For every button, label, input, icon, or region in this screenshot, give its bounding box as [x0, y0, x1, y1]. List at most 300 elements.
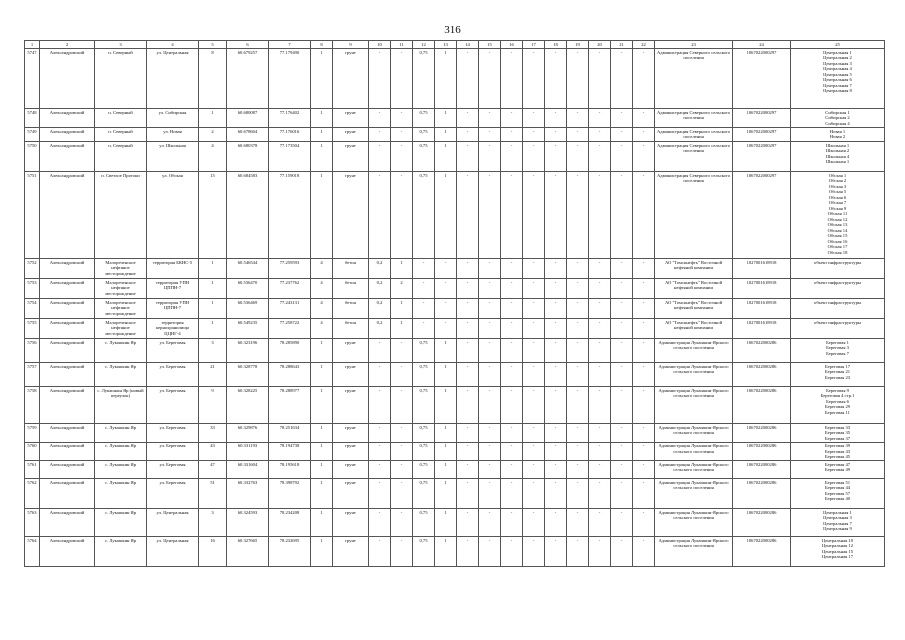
table-cell: 0,2: [369, 299, 391, 319]
table-cell: -: [611, 509, 633, 537]
table-cell: -: [369, 109, 391, 128]
table-cell: 60.328225: [227, 387, 269, 424]
table-cell: грунт: [333, 461, 369, 479]
table-cell: 21: [199, 363, 227, 387]
table-cell: 0,75: [413, 339, 435, 363]
table-cell: -: [611, 259, 633, 279]
table-cell: Александровский: [40, 537, 95, 567]
table-cell: 4: [311, 319, 333, 339]
table-cell: АО "Томскнефть" Восточной нефтяной компании: [655, 319, 733, 339]
table-cell: ул. Обская: [147, 172, 199, 259]
table-cell: -: [633, 442, 655, 461]
table-cell: грунт: [333, 479, 369, 509]
table-row: [25, 142, 885, 172]
table-cell: Александровский: [40, 172, 95, 259]
table-cell: 1027001618918: [733, 319, 791, 339]
table-cell: -: [633, 128, 655, 142]
table-cell: территория кернохранилища ЦЦНГ-4: [147, 319, 199, 339]
column-header: 22: [633, 41, 655, 49]
table-cell: 0,75: [413, 479, 435, 509]
table-cell: 0,75: [413, 424, 435, 443]
table-cell: ул. Сибирская: [147, 109, 199, 128]
table-cell: ул. Центральная: [147, 537, 199, 567]
table-cell: -: [523, 279, 545, 299]
table-cell: -: [501, 299, 523, 319]
table-cell: 5753: [25, 279, 40, 299]
table-cell: 77.159018: [269, 172, 311, 259]
table-row: [25, 259, 885, 279]
table-cell: 5760: [25, 442, 40, 461]
table-cell: -: [479, 279, 501, 299]
table-cell: Центральная 1 Центральная 3 Центральная 7 Центральная 9: [791, 509, 885, 537]
table-cell: Администрация Северного сельского поселения: [655, 49, 733, 109]
table-cell: территория БКНС-5: [147, 259, 199, 279]
table-cell: 1: [199, 319, 227, 339]
table-cell: 77.259593: [269, 259, 311, 279]
table-cell: Новая 1 Новая 2: [791, 128, 885, 142]
table-cell: -: [501, 49, 523, 109]
column-header: 11: [391, 41, 413, 49]
table-cell: -: [545, 387, 567, 424]
table-cell: 1067022000286: [733, 424, 791, 443]
table-cell: 78.288977: [269, 387, 311, 424]
column-header: 12: [413, 41, 435, 49]
table-cell: 4: [311, 299, 333, 319]
table-cell: -: [633, 363, 655, 387]
table-cell: 5764: [25, 537, 40, 567]
table-cell: -: [369, 537, 391, 567]
table-cell: 2: [199, 128, 227, 142]
table-cell: -: [457, 387, 479, 424]
table-cell: 5763: [25, 509, 40, 537]
table-cell: -: [523, 442, 545, 461]
table-cell: -: [479, 537, 501, 567]
table-cell: АО "Томскнефть" Восточной нефтяной компании: [655, 279, 733, 299]
table-cell: 1: [435, 128, 457, 142]
table-cell: 1: [311, 387, 333, 424]
table-cell: грунт: [333, 109, 369, 128]
table-cell: 5750: [25, 142, 40, 172]
table-cell: 4: [311, 259, 333, 279]
table-cell: 77.176016: [269, 128, 311, 142]
table-cell: ул. Новая: [147, 128, 199, 142]
table-cell: Александровский: [40, 49, 95, 109]
table-cell: -: [589, 461, 611, 479]
table-cell: 1067022000297: [733, 142, 791, 172]
table-cell: -: [457, 424, 479, 443]
table-cell: -: [501, 363, 523, 387]
table-cell: -: [633, 479, 655, 509]
table-cell: -: [479, 299, 501, 319]
table-cell: -: [479, 363, 501, 387]
table-cell: с. Лукашкин Яр: [95, 509, 147, 537]
table-cell: Администрация Лукашкин-Ярского сельского поселения: [655, 424, 733, 443]
table-cell: Сибирская 1 Сибирская 2 Сибирская 4: [791, 109, 885, 128]
table-cell: 0,2: [369, 259, 391, 279]
table-cell: Береговая 47 Береговая 49: [791, 461, 885, 479]
table-cell: -: [391, 128, 413, 142]
table-cell: Береговая 1 Береговая 3 Береговая 7: [791, 339, 885, 363]
table-cell: -: [545, 442, 567, 461]
table-cell: -: [391, 461, 413, 479]
table-cell: -: [523, 424, 545, 443]
table-cell: 77.237762: [269, 279, 311, 299]
table-cell: -: [633, 259, 655, 279]
table-cell: 1: [311, 172, 333, 259]
table-cell: Александровский: [40, 442, 95, 461]
table-cell: -: [567, 259, 589, 279]
table-cell: п. Северный: [95, 49, 147, 109]
table-cell: -: [611, 363, 633, 387]
table-cell: 1067022000297: [733, 49, 791, 109]
table-cell: 1067022000286: [733, 442, 791, 461]
table-cell: -: [567, 172, 589, 259]
table-cell: -: [633, 339, 655, 363]
table-cell: Александровский: [40, 109, 95, 128]
table-cell: -: [567, 109, 589, 128]
table-cell: грунт: [333, 363, 369, 387]
table-cell: бетон: [333, 279, 369, 299]
table-cell: -: [501, 424, 523, 443]
table-cell: -: [391, 537, 413, 567]
table-cell: 1: [199, 279, 227, 299]
table-cell: 60.328778: [227, 363, 269, 387]
table-cell: ул. Береговая: [147, 363, 199, 387]
table-cell: 1: [311, 128, 333, 142]
table-cell: 60.323196: [227, 339, 269, 363]
table-cell: -: [413, 319, 435, 339]
table-cell: 2: [391, 279, 413, 299]
table-cell: бетон: [333, 259, 369, 279]
table-cell: -: [523, 142, 545, 172]
table-cell: 9: [199, 387, 227, 424]
table-cell: Александровский: [40, 509, 95, 537]
table-cell: -: [611, 172, 633, 259]
table-cell: -: [369, 387, 391, 424]
table-cell: 1: [311, 424, 333, 443]
table-cell: 60.331193: [227, 442, 269, 461]
table-cell: 77.243131: [269, 299, 311, 319]
table-cell: 1027001618918: [733, 259, 791, 279]
table-cell: Александровский: [40, 142, 95, 172]
table-cell: 1: [435, 509, 457, 537]
table-cell: 1: [435, 461, 457, 479]
table-cell: -: [369, 172, 391, 259]
table-cell: 60.678604: [227, 128, 269, 142]
table-cell: 16: [199, 537, 227, 567]
table-cell: 1067022000297: [733, 128, 791, 142]
table-cell: грунт: [333, 172, 369, 259]
table-cell: -: [633, 109, 655, 128]
column-header: 16: [501, 41, 523, 49]
table-cell: 1: [435, 387, 457, 424]
table-cell: -: [523, 319, 545, 339]
table-cell: -: [457, 128, 479, 142]
table-cell: -: [545, 509, 567, 537]
table-cell: -: [589, 109, 611, 128]
table-cell: п. Светлое Протоки: [95, 172, 147, 259]
table-row: [25, 299, 885, 319]
table-cell: 1067022000286: [733, 363, 791, 387]
table-cell: 1: [311, 479, 333, 509]
table-cell: -: [545, 537, 567, 567]
table-cell: с. Лукашкин Яр: [95, 442, 147, 461]
table-row: [25, 279, 885, 299]
table-cell: Малореченское нефтяное месторождение: [95, 279, 147, 299]
table-cell: 1: [435, 479, 457, 509]
table-cell: 1: [435, 424, 457, 443]
table-cell: -: [611, 128, 633, 142]
table-cell: -: [523, 49, 545, 109]
table-cell: 4: [199, 142, 227, 172]
table-cell: -: [501, 387, 523, 424]
table-cell: 1: [311, 109, 333, 128]
table-cell: Малореченское нефтяное месторождение: [95, 299, 147, 319]
table-cell: 1067022000297: [733, 109, 791, 128]
table-row: [25, 387, 885, 424]
table-cell: 0,2: [369, 319, 391, 339]
table-cell: грунт: [333, 537, 369, 567]
table-cell: -: [369, 128, 391, 142]
table-cell: -: [435, 299, 457, 319]
table-cell: -: [457, 461, 479, 479]
table-cell: -: [633, 279, 655, 299]
table-cell: 5749: [25, 128, 40, 142]
table-cell: -: [633, 49, 655, 109]
table-cell: 5754: [25, 299, 40, 319]
column-header: 23: [655, 41, 733, 49]
table-cell: Администрация Лукашкин-Ярского сельского поселения: [655, 339, 733, 363]
table-cell: -: [589, 279, 611, 299]
table-cell: ул. Центральная: [147, 509, 199, 537]
table-cell: -: [567, 509, 589, 537]
table-cell: -: [633, 299, 655, 319]
table-cell: -: [435, 279, 457, 299]
column-header: 10: [369, 41, 391, 49]
table-cell: -: [501, 142, 523, 172]
table-cell: -: [633, 461, 655, 479]
table-cell: грунт: [333, 509, 369, 537]
table-cell: Центральная 10 Центральная 12 Центральная 15 Центральная 17: [791, 537, 885, 567]
table-cell: ул. Береговая: [147, 424, 199, 443]
table-cell: Александровский: [40, 279, 95, 299]
table-cell: -: [523, 387, 545, 424]
table-cell: 0,75: [413, 537, 435, 567]
table-cell: грунт: [333, 128, 369, 142]
registry-table: [24, 40, 885, 567]
table-cell: 15: [199, 172, 227, 259]
table-row: [25, 442, 885, 461]
table-cell: АО "Томскнефть" Восточной нефтяной компании: [655, 259, 733, 279]
table-cell: 5757: [25, 363, 40, 387]
table-cell: 5755: [25, 319, 40, 339]
table-cell: -: [589, 363, 611, 387]
table-cell: -: [501, 279, 523, 299]
table-cell: 0,75: [413, 109, 435, 128]
column-header: 15: [479, 41, 501, 49]
table-row: [25, 537, 885, 567]
table-cell: 1: [311, 49, 333, 109]
table-cell: 78.398792: [269, 479, 311, 509]
table-cell: грунт: [333, 49, 369, 109]
table-cell: Администрация Лукашкин-Ярского сельского поселения: [655, 479, 733, 509]
table-cell: 0,75: [413, 461, 435, 479]
table-cell: 1: [435, 442, 457, 461]
table-cell: -: [611, 319, 633, 339]
column-header: 5: [199, 41, 227, 49]
table-cell: Администрация Лукашкин-Ярского сельского поселения: [655, 387, 733, 424]
table-cell: -: [479, 259, 501, 279]
table-cell: -: [545, 49, 567, 109]
table-cell: -: [457, 319, 479, 339]
table-cell: 5756: [25, 339, 40, 363]
table-cell: 60.546544: [227, 259, 269, 279]
table-cell: -: [567, 128, 589, 142]
table-cell: 1: [435, 142, 457, 172]
table-cell: 60.680378: [227, 142, 269, 172]
table-cell: 77.258722: [269, 319, 311, 339]
table-cell: с. Лукашкин Яр: [95, 424, 147, 443]
table-cell: -: [567, 49, 589, 109]
table-cell: 1067022000297: [733, 172, 791, 259]
table-cell: -: [567, 299, 589, 319]
table-cell: -: [479, 461, 501, 479]
table-cell: -: [633, 387, 655, 424]
table-cell: Береговая 51 Береговая 44 Береговая 57 Береговая 40: [791, 479, 885, 509]
table-cell: объект инфраструктуры: [791, 319, 885, 339]
table-cell: 78.232695: [269, 537, 311, 567]
table-cell: -: [457, 259, 479, 279]
table-cell: 1067022000286: [733, 479, 791, 509]
table-cell: Береговая 17 Береговая 21 Береговая 23: [791, 363, 885, 387]
table-cell: 78.195618: [269, 461, 311, 479]
table-cell: -: [523, 509, 545, 537]
column-header: 9: [333, 41, 369, 49]
table-cell: 1: [391, 259, 413, 279]
table-cell: -: [567, 363, 589, 387]
table-row: [25, 363, 885, 387]
table-cell: 78.194738: [269, 442, 311, 461]
table-cell: -: [391, 442, 413, 461]
table-cell: 43: [199, 442, 227, 461]
table-cell: -: [611, 424, 633, 443]
table-cell: -: [523, 339, 545, 363]
table-cell: -: [567, 442, 589, 461]
table-cell: -: [589, 424, 611, 443]
table-cell: -: [391, 509, 413, 537]
table-cell: Администрация Северного сельского поселения: [655, 128, 733, 142]
table-cell: 60.332763: [227, 479, 269, 509]
table-cell: Береговая 9 Береговая 4 стр.1 Береговая 6 Береговая 29 Береговая 11: [791, 387, 885, 424]
table-cell: -: [589, 49, 611, 109]
table-cell: -: [479, 509, 501, 537]
table-cell: -: [457, 509, 479, 537]
table-cell: 5752: [25, 259, 40, 279]
table-cell: ул. Береговая: [147, 387, 199, 424]
table-cell: -: [589, 319, 611, 339]
table-cell: 1027001618918: [733, 299, 791, 319]
table-row: [25, 461, 885, 479]
table-cell: -: [589, 142, 611, 172]
table-cell: бетон: [333, 299, 369, 319]
table-cell: -: [545, 363, 567, 387]
table-cell: -: [567, 424, 589, 443]
table-cell: с. Лукашкин Яр: [95, 363, 147, 387]
table-cell: -: [369, 49, 391, 109]
table-cell: 1067022000286: [733, 537, 791, 567]
table-cell: -: [457, 109, 479, 128]
table-cell: -: [567, 279, 589, 299]
table-cell: 1: [311, 339, 333, 363]
table-cell: -: [545, 172, 567, 259]
table-cell: Администрация Лукашкин-Ярского сельского поселения: [655, 461, 733, 479]
table-cell: с. Лукашкин Яр: [95, 339, 147, 363]
table-cell: -: [501, 172, 523, 259]
table-cell: территория УПН ЦППН-7: [147, 299, 199, 319]
header-row: [25, 41, 885, 49]
table-cell: ул. Береговая: [147, 339, 199, 363]
table-cell: 78.288643: [269, 363, 311, 387]
table-cell: -: [589, 537, 611, 567]
table-cell: 0,75: [413, 363, 435, 387]
table-cell: 0,75: [413, 509, 435, 537]
table-cell: -: [567, 319, 589, 339]
table-cell: 1: [311, 509, 333, 537]
table-cell: 1: [311, 537, 333, 567]
table-cell: -: [413, 259, 435, 279]
table-cell: объект инфраструктуры: [791, 299, 885, 319]
table-cell: -: [545, 319, 567, 339]
table-row: [25, 49, 885, 109]
table-cell: 77.179490: [269, 49, 311, 109]
table-cell: 0,75: [413, 142, 435, 172]
table-cell: 60.324593: [227, 509, 269, 537]
table-cell: 1: [435, 339, 457, 363]
table-cell: -: [589, 387, 611, 424]
table-cell: -: [545, 142, 567, 172]
table-cell: 1: [311, 442, 333, 461]
table-cell: -: [457, 172, 479, 259]
table-cell: -: [457, 363, 479, 387]
table-cell: 60.331604: [227, 461, 269, 479]
table-cell: Александровский: [40, 259, 95, 279]
table-cell: Александровский: [40, 363, 95, 387]
table-cell: ул. Береговая: [147, 461, 199, 479]
table-cell: 1067022000286: [733, 461, 791, 479]
table-cell: бетон: [333, 319, 369, 339]
table-cell: 1: [311, 142, 333, 172]
table-cell: Александровский: [40, 424, 95, 443]
table-cell: 0,75: [413, 128, 435, 142]
table-cell: -: [457, 442, 479, 461]
table-cell: 1: [391, 319, 413, 339]
table-cell: -: [567, 142, 589, 172]
column-header: 2: [40, 41, 95, 49]
table-cell: 60.684583: [227, 172, 269, 259]
table-cell: -: [523, 259, 545, 279]
table-cell: 78.251634: [269, 424, 311, 443]
table-cell: п. Северный: [95, 128, 147, 142]
table-cell: Администрация Северного сельского поселения: [655, 109, 733, 128]
table-cell: 77.173504: [269, 142, 311, 172]
table-cell: Александровский: [40, 479, 95, 509]
table-cell: Обская 1 Обская 2 Обская 3 Обская 5 Обская 6 Обская 7 Обская 9 Обская 11 Обская 12 Обская 13 Обская 14 Обская 15 Обская 16 Обская 17 Обская 18: [791, 172, 885, 259]
table-cell: 1: [199, 259, 227, 279]
table-cell: Малореченское нефтяное месторождение: [95, 319, 147, 339]
table-row: [25, 128, 885, 142]
table-cell: -: [391, 172, 413, 259]
table-cell: -: [457, 279, 479, 299]
